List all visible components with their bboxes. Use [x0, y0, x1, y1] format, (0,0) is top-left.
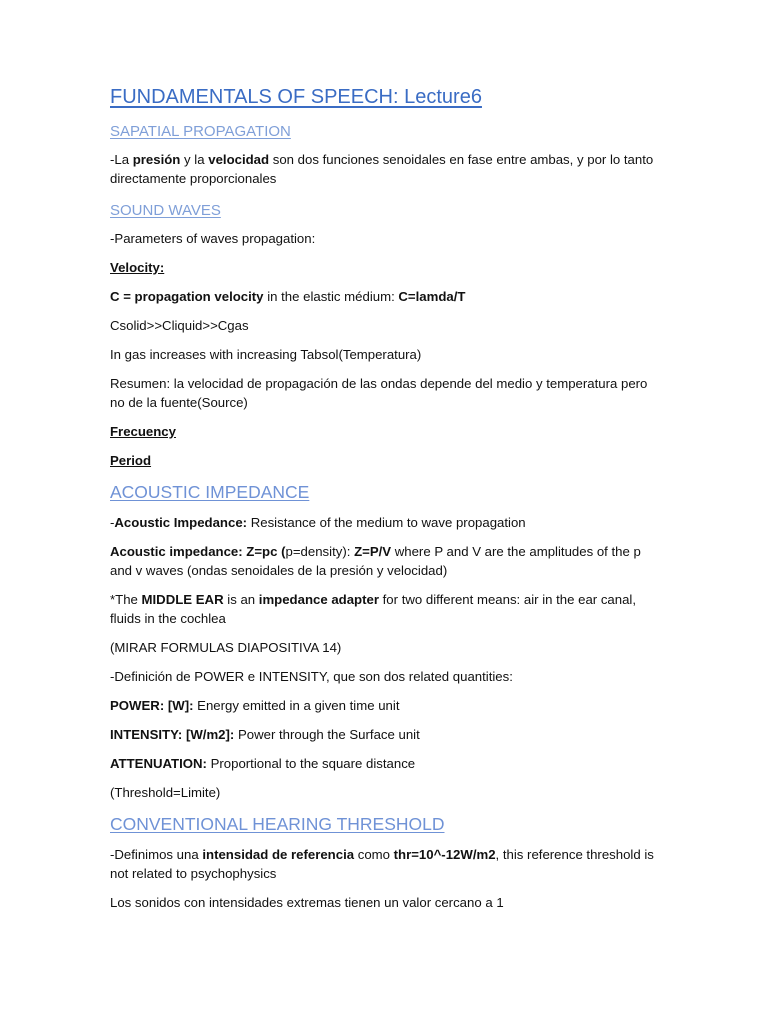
- heading-spatial-propagation: SAPATIAL PROPAGATION: [110, 123, 291, 140]
- paragraph-acoustic-impedance-formula: Acoustic impedance: Z=pc (p=density): Z=P/V where P and V are the amplitudes of the p and v waves (ondas senoidales de la presión y velocidad): [110, 544, 641, 578]
- paragraph-parameters: -Parameters of waves propagation:: [110, 231, 316, 246]
- heading-hearing-threshold: CONVENTIONAL HEARING THRESHOLD: [110, 814, 445, 834]
- page-title: FUNDAMENTALS OF SPEECH: Lecture6: [110, 86, 482, 108]
- heading-sound-waves: SOUND WAVES: [110, 202, 221, 219]
- paragraph-sonidos-extremos: Los sonidos con intensidades extremas tienen un valor cercano a 1: [110, 895, 504, 910]
- paragraph-gas: In gas increases with increasing Tabsol(Temperatura): [110, 347, 422, 362]
- paragraph-c-velocity: C = propagation velocity in the elastic médium: C=lamda/T: [110, 289, 466, 304]
- label-velocity: Velocity:: [110, 260, 165, 275]
- paragraph-intensidad-referencia: -Definimos una intensidad de referencia como thr=10^-12W/m2, this reference threshold is not related to psychophysics: [110, 847, 654, 881]
- paragraph-acoustic-impedance-def: -Acoustic Impedance: Resistance of the medium to wave propagation: [110, 515, 526, 530]
- paragraph-definicion-power: -Definición de POWER e INTENSITY, que son dos related quantities:: [110, 669, 513, 684]
- paragraph-middle-ear: *The MIDDLE EAR is an impedance adapter for two different means: air in the ear canal, fluids in the cochlea: [110, 592, 637, 626]
- paragraph-attenuation: ATTENUATION: Proportional to the square distance: [110, 756, 416, 771]
- paragraph-csolid: Csolid>>Cliquid>>Cgas: [110, 318, 249, 333]
- heading-acoustic-impedance: ACOUSTIC IMPEDANCE: [110, 482, 310, 502]
- paragraph-power: POWER: [W]: Energy emitted in a given time unit: [110, 698, 400, 713]
- paragraph-mirar-formulas: (MIRAR FORMULAS DIAPOSITIVA 14): [110, 640, 342, 655]
- paragraph-presion-velocidad: -La presión y la velocidad son dos funciones senoidales en fase entre ambas, y por lo tanto directamente proporcionales: [110, 152, 654, 186]
- label-frecuency: Frecuency: [110, 424, 176, 439]
- paragraph-threshold: (Threshold=Limite): [110, 785, 221, 800]
- label-period: Period: [110, 453, 152, 468]
- paragraph-intensity: INTENSITY: [W/m2]: Power through the Surface unit: [110, 727, 420, 742]
- paragraph-resumen: Resumen: la velocidad de propagación de las ondas depende del medio y temperatura pero no de la fuente(Source): [110, 376, 648, 410]
